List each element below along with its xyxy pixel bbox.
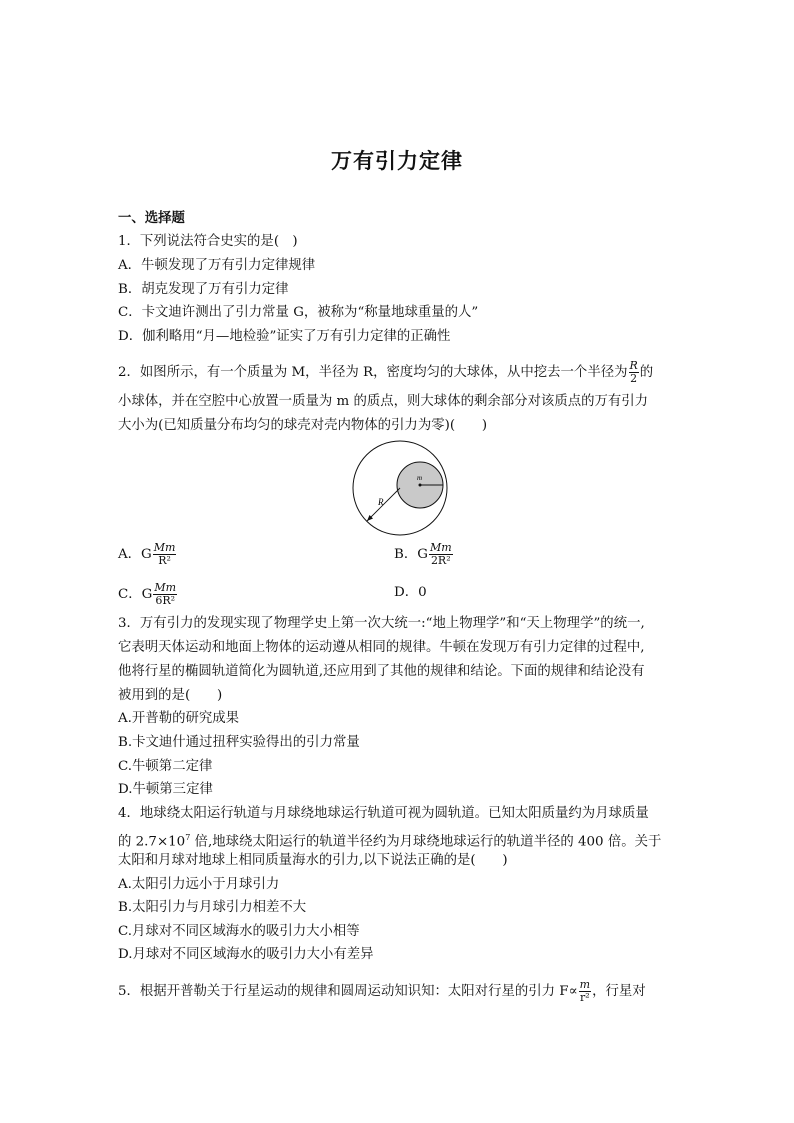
fraction-numerator: Mm [154, 581, 177, 594]
q1-option-d: D．伽利略用“月—地检验”证实了万有引力定律的正确性 [118, 329, 451, 344]
q3-stem-line4: 被用到的是( ) [118, 688, 223, 703]
q4-stem-line3: 太阳和月球对地球上相同质量海水的引力,以下说法正确的是( ) [118, 853, 508, 868]
fraction-numerator: R [629, 359, 638, 372]
q2-fraction-r-half [629, 360, 639, 385]
q5-stem-line1-end: ，行星对 [592, 984, 646, 999]
q3-stem-line2: 它表明天体运动和地面上物体的运动遵从相同的规律。牛顿在发现万有引力定律的过程中, [118, 640, 645, 655]
radius-line [367, 488, 400, 521]
q3-option-d: D.牛顿第三定律 [118, 782, 213, 797]
q2-option-c [118, 582, 178, 607]
q1-option-c: C．卡文迪许测出了引力常量 G，被称为“称量地球重量的人” [118, 305, 479, 320]
q3-option-b: B.卡文迪什通过扭秤实验得出的引力常量 [118, 735, 360, 750]
option-fraction [153, 582, 177, 607]
q2-option-d: D．0 [394, 585, 427, 600]
option-prefix: B．G [394, 547, 428, 562]
q3-option-a: A.开普勒的研究成果 [118, 711, 240, 726]
q1-option-a: A．牛顿发现了万有引力定律规律 [118, 258, 316, 273]
q4-stem-line1: 4．地球绕太阳运行轨道与月球绕地球运行轨道可视为圆轨道。已知太阳质量约为月球质量 [118, 806, 649, 821]
option-prefix: A．G [118, 547, 152, 562]
fraction-numerator: Mm [153, 541, 176, 554]
q5-fraction-m-over-r2 [579, 979, 591, 1004]
q3-stem-line1: 3．万有引力的发现实现了物理学史上第一次大统一:“地上物理学”和“天上物理学”的统一, [118, 616, 645, 631]
q4-stem-line2-end: 倍,地球绕太阳运行的轨道半径约为月球绕地球运行的轨道半径的 400 倍。关于 [190, 834, 662, 850]
q2-stem-line1-end: 的 [639, 365, 654, 380]
fraction-denominator: 2 [630, 372, 638, 385]
q4-option-a: A.太阳引力远小于月球引力 [118, 877, 280, 892]
q1-stem: 1．下列说法符合史实的是( ) [118, 234, 298, 249]
q3-stem-line3: 他将行星的椭圆轨道简化为圆轨道,还应用到了其他的规律和结论。下面的规律和结论没有 [118, 664, 645, 679]
q3-option-c: C.牛顿第二定律 [118, 759, 213, 774]
q2-stem-line1-text: 2．如图所示，有一个质量为 M，半径为 R，密度均匀的大球体，从中挖去一个半径为 [118, 365, 628, 380]
q1-option-b: B．胡克发现了万有引力定律 [118, 282, 289, 297]
section-heading: 一、选择题 [118, 210, 185, 226]
fraction-numerator: Mm [429, 541, 452, 554]
fraction-denominator: 6R² [155, 594, 176, 607]
q2-stem-line1 [118, 360, 678, 385]
q2-option-b [394, 542, 454, 567]
fraction-denominator: 2R² [430, 554, 451, 567]
mass-point [419, 484, 422, 487]
sphere-cavity-figure [350, 438, 450, 538]
page-title: 万有引力定律 [331, 148, 463, 173]
fraction-numerator: m [579, 978, 591, 991]
q4-stem-line2 [118, 828, 678, 852]
fraction-denominator: R² [158, 554, 171, 567]
q2-option-a [118, 542, 177, 567]
option-prefix: C．G [118, 587, 153, 602]
option-fraction [429, 542, 453, 567]
q2-stem-line3: 大小为(已知质量分布均匀的球壳对壳内物体的引力为零)( ) [118, 418, 488, 433]
q4-option-b: B.太阳引力与月球引力相差不大 [118, 900, 307, 915]
q4-option-c: C.月球对不同区域海水的吸引力大小相等 [118, 924, 360, 939]
q2-stem-line2: 小球体，并在空腔中心放置一质量为 m 的质点，则大球体的剩余部分对该质点的万有引力 [118, 394, 649, 409]
q4-option-d: D.月球对不同区域海水的吸引力大小有差异 [118, 947, 374, 962]
fraction-denominator: r² [580, 991, 590, 1004]
option-fraction [153, 542, 177, 567]
q4-stem-line2-start: 的 2.7×10 [118, 834, 186, 850]
exponent: 7 [185, 833, 191, 842]
q5-stem-line1 [118, 979, 678, 1004]
figure-label-m: m [417, 474, 423, 482]
figure-label-r: R [378, 497, 384, 507]
q5-stem-line1-text: 5．根据开普勒关于行星运动的规律和圆周运动知识知：太阳对行星的引力 F∝ [118, 984, 578, 999]
